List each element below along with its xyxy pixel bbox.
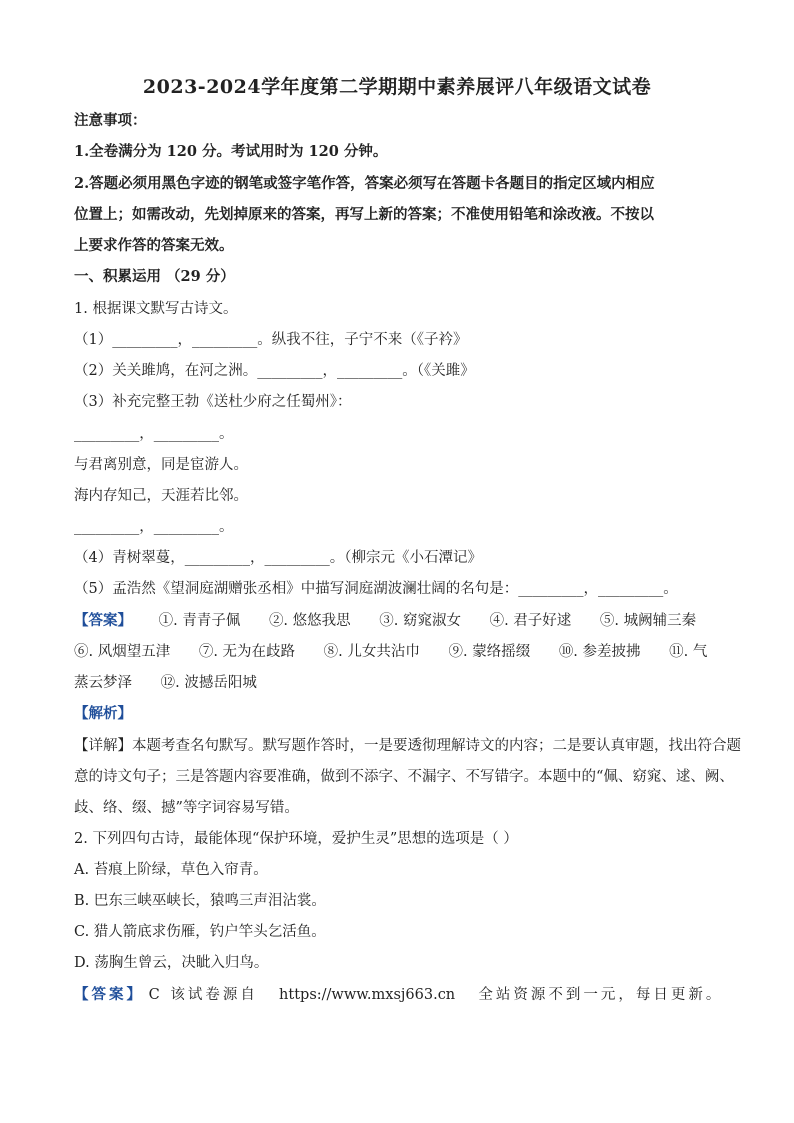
answer-item: ⑫. 波撼岳阳城 bbox=[160, 675, 257, 691]
analysis-detail-b: 意的诗文句子；三是答题内容要准确，做到不添字、不漏字、不写错字。本题中的“佩、窈窕、逑、阙、 bbox=[74, 769, 734, 785]
analysis-label: 【解析】 bbox=[74, 705, 132, 722]
answer-item: ⑦. 无为在歧路 bbox=[198, 644, 296, 660]
answer-1-row-3 bbox=[74, 671, 257, 692]
answer-item: ⑨. 蒙络摇缀 bbox=[448, 644, 531, 660]
question-1-part-4: （4）青树翠蔓，_________，_________。（柳宗元《小石潭记》 bbox=[74, 550, 482, 566]
answer-item: ⑪. 气 bbox=[669, 644, 708, 660]
notice-line-1: 1.全卷满分为 120 分。考试用时为 120 分钟。 bbox=[74, 143, 388, 160]
option-b: B. 巴东三峡巫峡长，猿鸣三声泪沾裳。 bbox=[74, 893, 326, 909]
answer-item: ④. 君子好逑 bbox=[489, 613, 572, 629]
notice-line-2c: 上要求作答的答案无效。 bbox=[74, 237, 234, 254]
question-1-part-2: （2）关关雎鸠，在河之洲。_________，_________。（《关雎》 bbox=[74, 363, 475, 379]
answer-2-text: C 该试卷源自 bbox=[148, 987, 258, 1003]
question-1-part-3: （3）补充完整王勃《送杜少府之任蜀州》： bbox=[74, 394, 352, 410]
answer-label: 【答案】 bbox=[74, 986, 144, 1003]
question-1-part-3-blank-1: _________，_________。 bbox=[74, 426, 234, 442]
answer-item: ⑥. 风烟望五津 bbox=[74, 644, 171, 660]
answer-2-tail: 全站资源不到一元，每日更新。 bbox=[478, 987, 724, 1003]
answer-item: ③. 窈窕淑女 bbox=[379, 613, 461, 629]
notice-heading: 注意事项： bbox=[74, 112, 147, 129]
notice-line-2b: 位置上；如需改动，先划掉原来的答案，再写上新的答案；不准使用铅笔和涂改液。不按以 bbox=[74, 206, 654, 223]
question-2-stem: 2. 下列四句古诗，最能体现“保护环境，爱护生灵”思想的选项是（ ） bbox=[74, 831, 518, 847]
answer-label: 【答案】 bbox=[74, 612, 132, 629]
answer-item: 蒸云梦泽 bbox=[74, 675, 132, 691]
answer-item: ②. 悠悠我思 bbox=[268, 613, 351, 629]
answer-item: ⑧. 儿女共沾巾 bbox=[323, 644, 420, 660]
answer-2-row bbox=[74, 983, 723, 1004]
option-c: C. 猎人箭底求伤雁，钓户竿头乞活鱼。 bbox=[74, 924, 326, 940]
answer-item: ⑩. 参差披拂 bbox=[558, 644, 641, 660]
analysis-detail-c: 歧、络、缀、撼”等字词容易写错。 bbox=[74, 800, 299, 816]
question-1-part-3-line-2: 与君离别意，同是宦游人。 bbox=[74, 457, 248, 473]
answer-1-row-1 bbox=[74, 609, 696, 630]
option-a: A. 苔痕上阶绿，草色入帘青。 bbox=[74, 862, 268, 878]
answer-1-row-2 bbox=[74, 640, 707, 661]
page-title: 2023-2024学年度第二学期期中素养展评八年级语文试卷 bbox=[142, 76, 652, 98]
question-1-stem: 1. 根据课文默写古诗文。 bbox=[74, 301, 238, 317]
analysis-detail-a: 【详解】本题考查名句默写。默写题作答时，一是要透彻理解诗文的内容；二是要认真审题，找出符合题 bbox=[74, 738, 741, 754]
question-1-part-3-blank-2: _________，_________。 bbox=[74, 519, 234, 535]
question-1-part-3-line-3: 海内存知己，天涯若比邻。 bbox=[74, 488, 248, 504]
notice-line-2a: 2.答题必须用黑色字迹的钢笔或签字笔作答，答案必须写在答题卡各题目的指定区域内相应 bbox=[74, 175, 655, 192]
answer-item: ⑤. 城阙辅三秦 bbox=[599, 613, 697, 629]
question-1-part-5: （5）孟浩然《望洞庭湖赠张丞相》中描写洞庭湖波澜壮阔的名句是：_________，_________。 bbox=[74, 581, 678, 597]
source-link[interactable]: https://www.mxsj663.cn bbox=[279, 987, 456, 1003]
answer-item: ①. 青青子佩 bbox=[158, 613, 241, 629]
option-d: D. 荡胸生曾云，决眦入归鸟。 bbox=[74, 955, 269, 971]
section-heading: 一、积累运用 （29 分） bbox=[74, 268, 235, 285]
question-1-part-1: （1）_________，_________。纵我不往，子宁不来（《子衿》 bbox=[74, 332, 468, 348]
